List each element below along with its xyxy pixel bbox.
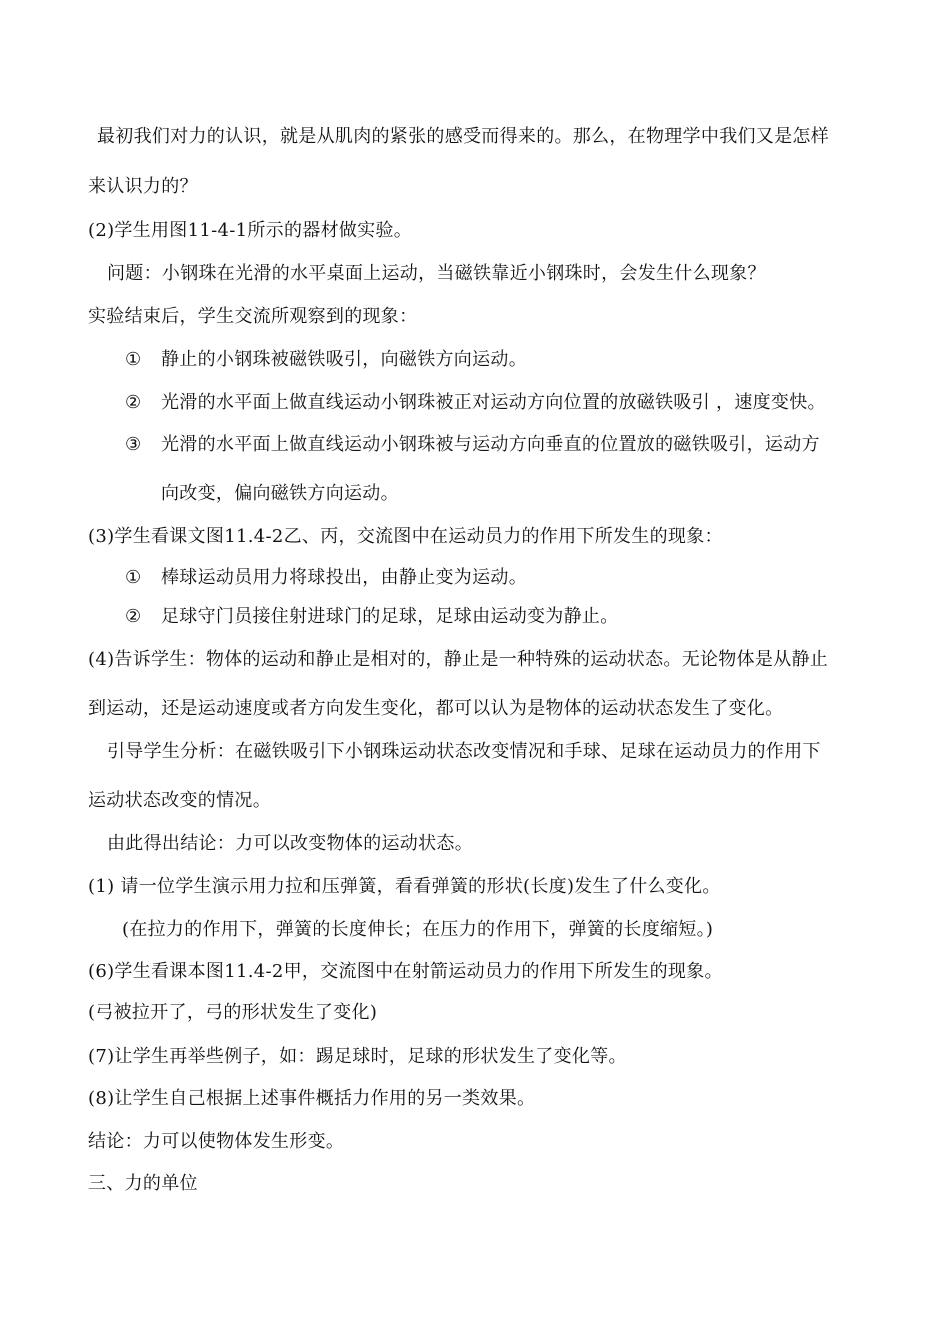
list-text: 棒球运动员用力将球投出，由静止变为运动。 — [161, 567, 527, 588]
conclusion-deformation: 结论：力可以使物体发生形变。 — [88, 1131, 345, 1152]
paragraph-intro-cont: 来认识力的？ — [88, 176, 198, 197]
list-marker: ③ — [125, 434, 142, 455]
step-7: (7)让学生再举些例子，如：踢足球时，足球的形状发生了变化等。 — [88, 1046, 627, 1067]
bow-note: (弓被拉开了，弓的形状发生了变化) — [88, 1002, 378, 1023]
question: 问题：小钢珠在光滑的水平桌面上运动，当磁铁靠近小钢珠时，会发生什么现象？ — [107, 263, 766, 284]
step-4: (4)告诉学生：物体的运动和静止是相对的，静止是一种特殊的运动状态。无论物体是从静止 — [88, 649, 829, 670]
guidance-cont: 运动状态改变的情况。 — [88, 790, 271, 811]
paragraph-intro: 最初我们对力的认识，就是从肌肉的紧张的感受而得来的。那么，在物理学中我们又是怎样 — [97, 126, 829, 147]
list-item-cont: 向改变，偏向磁铁方向运动。 — [161, 483, 399, 504]
step-2: (2)学生用图11-4-1所示的器材做实验。 — [88, 220, 413, 241]
step-1-spring: (1) 请一位学生演示用力拉和压弹簧，看看弹簧的形状(长度)发生了什么变化。 — [88, 876, 721, 897]
list-item — [125, 348, 527, 372]
list-marker: ② — [125, 392, 142, 413]
section-heading: 三、力的单位 — [88, 1173, 198, 1194]
conclusion-motion: 由此得出结论：力可以改变物体的运动状态。 — [107, 833, 473, 854]
list-item — [125, 391, 826, 415]
spring-note: (在拉力的作用下，弹簧的长度伸长；在压力的作用下，弹簧的长度缩短。) — [122, 919, 714, 940]
step-6: (6)学生看课本图11.4-2甲，交流图中在射箭运动员力的作用下所发生的现象。 — [88, 961, 723, 982]
step-3: (3)学生看课文图11.4-2乙、丙，交流图中在运动员力的作用下所发生的现象： — [88, 526, 723, 547]
experiment-summary: 实验结束后，学生交流所观察到的现象： — [88, 306, 418, 327]
guidance: 引导学生分析：在磁铁吸引下小钢珠运动状态改变情况和手球、足球在运动员力的作用下 — [107, 741, 821, 762]
list-item — [125, 566, 527, 590]
step-4-cont: 到运动，还是运动速度或者方向发生变化，都可以认为是物体的运动状态发生了变化。 — [88, 698, 784, 719]
list-item — [125, 433, 820, 457]
list-text: 光滑的水平面上做直线运动小钢珠被与运动方向垂直的位置放的磁铁吸引，运动方 — [161, 434, 820, 455]
list-text: 光滑的水平面上做直线运动小钢珠被正对运动方向位置的放磁铁吸引 ，速度变快。 — [161, 392, 826, 413]
list-item — [125, 605, 619, 629]
list-text: 静止的小钢珠被磁铁吸引，向磁铁方向运动。 — [161, 349, 527, 370]
list-marker: ① — [125, 349, 142, 370]
list-text: 足球守门员接住射进球门的足球，足球由运动变为静止。 — [161, 606, 619, 627]
list-marker: ② — [125, 606, 142, 627]
list-marker: ① — [125, 567, 142, 588]
step-8: (8)让学生自己根据上述事件概括力作用的另一类效果。 — [88, 1088, 536, 1109]
